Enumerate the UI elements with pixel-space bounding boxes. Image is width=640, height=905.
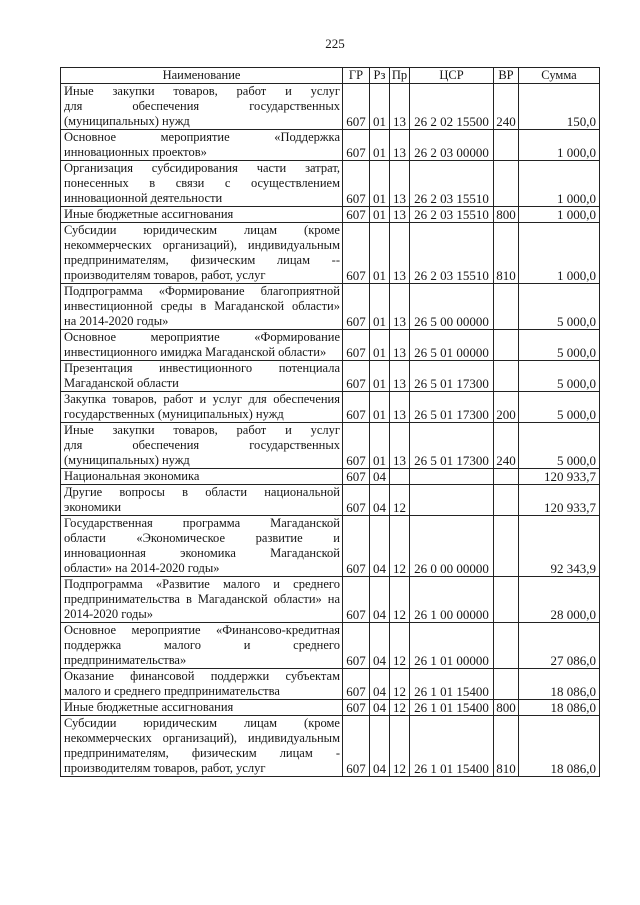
name-line: Организация субсидирования части затрат,: [64, 161, 340, 175]
vr-cell: 810: [494, 223, 519, 284]
name-line: экономики: [64, 500, 122, 514]
vr-cell: [494, 485, 519, 516]
name-line: производителям товаров, работ, услуг: [64, 761, 266, 775]
name-line: Оказание финансовой поддержки субъектам: [64, 669, 340, 683]
gr-cell: 607: [343, 516, 370, 577]
name-line: инновационная экономика Магаданской: [64, 546, 340, 560]
vr-cell: [494, 161, 519, 207]
name-line: предпринимательства»: [64, 653, 187, 667]
name-cell: [61, 84, 343, 130]
csr-cell: 26 0 00 00000: [410, 516, 494, 577]
pr-cell: 13: [390, 161, 410, 207]
csr-cell: 26 5 00 00000: [410, 284, 494, 330]
sum-cell: 28 000,0: [519, 577, 600, 623]
name-line: Иные закупки товаров, работ и услуг: [64, 84, 340, 98]
vr-cell: 810: [494, 716, 519, 777]
rz-cell: 01: [370, 161, 390, 207]
gr-cell: 607: [343, 284, 370, 330]
sum-cell: 18 086,0: [519, 700, 600, 716]
name-line: понесенных в связи с осуществлением: [64, 176, 340, 190]
name-line: инвестиционного имиджа Магаданской области»: [64, 345, 327, 359]
pr-cell: 12: [390, 669, 410, 700]
pr-cell: 13: [390, 392, 410, 423]
name-cell: [61, 161, 343, 207]
gr-cell: 607: [343, 623, 370, 669]
pr-cell: 13: [390, 330, 410, 361]
sum-cell: 5 000,0: [519, 392, 600, 423]
name-cell: [61, 469, 343, 485]
name-line: для обеспечения государственных: [64, 99, 340, 113]
pr-cell: 13: [390, 130, 410, 161]
vr-cell: 200: [494, 392, 519, 423]
pr-cell: 12: [390, 516, 410, 577]
rz-cell: 04: [370, 485, 390, 516]
sum-cell: 150,0: [519, 84, 600, 130]
sum-cell: 5 000,0: [519, 361, 600, 392]
csr-cell: 26 5 01 00000: [410, 330, 494, 361]
name-line: Другие вопросы в области национальной: [64, 485, 340, 499]
gr-cell: 607: [343, 716, 370, 777]
name-line: Основное мероприятие «Финансово-кредитная: [64, 623, 340, 637]
rz-cell: 01: [370, 207, 390, 223]
table-row: [61, 361, 600, 392]
pr-cell: 13: [390, 361, 410, 392]
name-cell: [61, 516, 343, 577]
name-line: некоммерческих организаций), индивидуальным: [64, 731, 340, 745]
gr-cell: 607: [343, 330, 370, 361]
table-header: [61, 68, 600, 84]
rz-cell: 04: [370, 623, 390, 669]
gr-cell: 607: [343, 207, 370, 223]
sum-cell: 1 000,0: [519, 207, 600, 223]
gr-cell: 607: [343, 223, 370, 284]
name-line: Иные закупки товаров, работ и услуг: [64, 423, 340, 437]
table-row: [61, 130, 600, 161]
name-cell: [61, 330, 343, 361]
csr-cell: 26 5 01 17300: [410, 392, 494, 423]
name-line: некоммерческих организаций), индивидуальным: [64, 238, 340, 252]
header-pr: Пр: [390, 68, 410, 84]
pr-cell: [390, 469, 410, 485]
csr-cell: 26 2 03 15510: [410, 161, 494, 207]
csr-cell: 26 5 01 17300: [410, 361, 494, 392]
gr-cell: 607: [343, 577, 370, 623]
header-csr: ЦСР: [410, 68, 494, 84]
gr-cell: 607: [343, 361, 370, 392]
name-cell: [61, 130, 343, 161]
rz-cell: 01: [370, 361, 390, 392]
gr-cell: 607: [343, 700, 370, 716]
header-row: [61, 68, 600, 84]
table-row: [61, 577, 600, 623]
name-cell: [61, 284, 343, 330]
rz-cell: 04: [370, 577, 390, 623]
name-line: предпринимателям, физическим лицам -: [64, 746, 340, 760]
table-row: [61, 84, 600, 130]
sum-cell: 27 086,0: [519, 623, 600, 669]
csr-cell: 26 1 01 00000: [410, 623, 494, 669]
sum-cell: 18 086,0: [519, 669, 600, 700]
pr-cell: 13: [390, 423, 410, 469]
rz-cell: 01: [370, 130, 390, 161]
table-row: [61, 423, 600, 469]
header-gr: ГР: [343, 68, 370, 84]
pr-cell: 12: [390, 577, 410, 623]
sum-cell: 5 000,0: [519, 330, 600, 361]
sum-cell: 5 000,0: [519, 423, 600, 469]
name-line: Подпрограмма «Формирование благоприятной: [64, 284, 340, 298]
gr-cell: 607: [343, 392, 370, 423]
header-sum: Сумма: [519, 68, 600, 84]
csr-cell: [410, 469, 494, 485]
name-line: Магаданской области: [64, 376, 179, 390]
name-cell: [61, 207, 343, 223]
name-line: инновационной деятельности: [64, 191, 223, 205]
pr-cell: 12: [390, 485, 410, 516]
csr-cell: 26 1 01 15400: [410, 716, 494, 777]
table-row: [61, 330, 600, 361]
rz-cell: 01: [370, 223, 390, 284]
vr-cell: [494, 330, 519, 361]
name-line: области «Экономическое развитие и: [64, 531, 340, 545]
table-row: [61, 207, 600, 223]
name-line: Субсидии юридическим лицам (кроме: [64, 716, 340, 730]
vr-cell: [494, 516, 519, 577]
gr-cell: 607: [343, 84, 370, 130]
name-line: предпринимателям, физическим лицам --: [64, 253, 340, 267]
header-name: Наименование: [61, 68, 343, 84]
sum-cell: 1 000,0: [519, 223, 600, 284]
name-cell: [61, 577, 343, 623]
name-cell: [61, 716, 343, 777]
name-cell: [61, 669, 343, 700]
csr-cell: 26 1 00 00000: [410, 577, 494, 623]
name-line: поддержка малого и среднего: [64, 638, 340, 652]
pr-cell: 12: [390, 623, 410, 669]
gr-cell: 607: [343, 469, 370, 485]
csr-cell: 26 2 03 00000: [410, 130, 494, 161]
gr-cell: 607: [343, 161, 370, 207]
pr-cell: 12: [390, 716, 410, 777]
gr-cell: 607: [343, 130, 370, 161]
csr-cell: 26 2 03 15510: [410, 223, 494, 284]
rz-cell: 01: [370, 284, 390, 330]
name-line: Государственная программа Магаданской: [64, 516, 340, 530]
csr-cell: 26 1 01 15400: [410, 700, 494, 716]
name-line: государственных (муниципальных) нужд: [64, 407, 284, 421]
vr-cell: 240: [494, 423, 519, 469]
name-line: производителям товаров, работ, услуг: [64, 268, 266, 282]
table-body: [61, 84, 600, 777]
pr-cell: 12: [390, 700, 410, 716]
table-row: [61, 700, 600, 716]
name-cell: [61, 485, 343, 516]
sum-cell: 120 933,7: [519, 469, 600, 485]
name-line: (муниципальных) нужд: [64, 453, 190, 467]
name-cell: [61, 392, 343, 423]
vr-cell: 240: [494, 84, 519, 130]
sum-cell: 1 000,0: [519, 161, 600, 207]
name-line: Иные бюджетные ассигнования: [64, 700, 234, 714]
gr-cell: 607: [343, 485, 370, 516]
vr-cell: 800: [494, 700, 519, 716]
name-line: Основное мероприятие «Формирование: [64, 330, 340, 344]
name-line: Подпрограмма «Развитие малого и среднего: [64, 577, 340, 591]
table-row: [61, 669, 600, 700]
rz-cell: 04: [370, 669, 390, 700]
name-line: Иные бюджетные ассигнования: [64, 207, 234, 221]
sum-cell: 18 086,0: [519, 716, 600, 777]
table-row: [61, 223, 600, 284]
vr-cell: [494, 130, 519, 161]
table-row: [61, 469, 600, 485]
table-row: [61, 516, 600, 577]
pr-cell: 13: [390, 284, 410, 330]
vr-cell: [494, 669, 519, 700]
header-vr: ВР: [494, 68, 519, 84]
name-line: 2014-2020 годы»: [64, 607, 154, 621]
name-line: Субсидии юридическим лицам (кроме: [64, 223, 340, 237]
rz-cell: 01: [370, 423, 390, 469]
name-line: инновационных проектов»: [64, 145, 207, 159]
name-cell: [61, 700, 343, 716]
name-cell: [61, 423, 343, 469]
table-row: [61, 716, 600, 777]
name-line: Основное мероприятие «Поддержка: [64, 130, 340, 144]
csr-cell: 26 1 01 15400: [410, 669, 494, 700]
sum-cell: 92 343,9: [519, 516, 600, 577]
rz-cell: 01: [370, 84, 390, 130]
rz-cell: 01: [370, 330, 390, 361]
header-rz: Рз: [370, 68, 390, 84]
rz-cell: 04: [370, 469, 390, 485]
name-cell: [61, 361, 343, 392]
name-line: инвестиционной среды в Магаданской области»: [64, 299, 340, 313]
vr-cell: [494, 469, 519, 485]
table-row: [61, 485, 600, 516]
vr-cell: [494, 361, 519, 392]
name-cell: [61, 623, 343, 669]
name-line: малого и среднего предпринимательства: [64, 684, 280, 698]
table-row: [61, 392, 600, 423]
pr-cell: 13: [390, 223, 410, 284]
rz-cell: 01: [370, 392, 390, 423]
name-cell: [61, 223, 343, 284]
name-line: Закупка товаров, работ и услуг для обеспечения: [64, 392, 340, 406]
name-line: (муниципальных) нужд: [64, 114, 190, 128]
vr-cell: [494, 284, 519, 330]
budget-table: [60, 67, 600, 777]
csr-cell: 26 2 02 15500: [410, 84, 494, 130]
csr-cell: 26 2 03 15510: [410, 207, 494, 223]
name-line: области» на 2014-2020 годы»: [64, 561, 220, 575]
sum-cell: 1 000,0: [519, 130, 600, 161]
csr-cell: [410, 485, 494, 516]
pr-cell: 13: [390, 207, 410, 223]
table-row: [61, 161, 600, 207]
rz-cell: 04: [370, 700, 390, 716]
page-number: 225: [325, 36, 345, 51]
table-row: [61, 284, 600, 330]
name-line: Национальная экономика: [64, 469, 200, 483]
vr-cell: 800: [494, 207, 519, 223]
pr-cell: 13: [390, 84, 410, 130]
name-line: Презентация инвестиционного потенциала: [64, 361, 340, 375]
name-line: на 2014-2020 годы»: [64, 314, 169, 328]
table-row: [61, 623, 600, 669]
gr-cell: 607: [343, 669, 370, 700]
name-line: для обеспечения государственных: [64, 438, 340, 452]
sum-cell: 5 000,0: [519, 284, 600, 330]
rz-cell: 04: [370, 716, 390, 777]
vr-cell: [494, 623, 519, 669]
sum-cell: 120 933,7: [519, 485, 600, 516]
csr-cell: 26 5 01 17300: [410, 423, 494, 469]
gr-cell: 607: [343, 423, 370, 469]
vr-cell: [494, 577, 519, 623]
name-line: предпринимательства в Магаданской области» на: [64, 592, 340, 606]
rz-cell: 04: [370, 516, 390, 577]
